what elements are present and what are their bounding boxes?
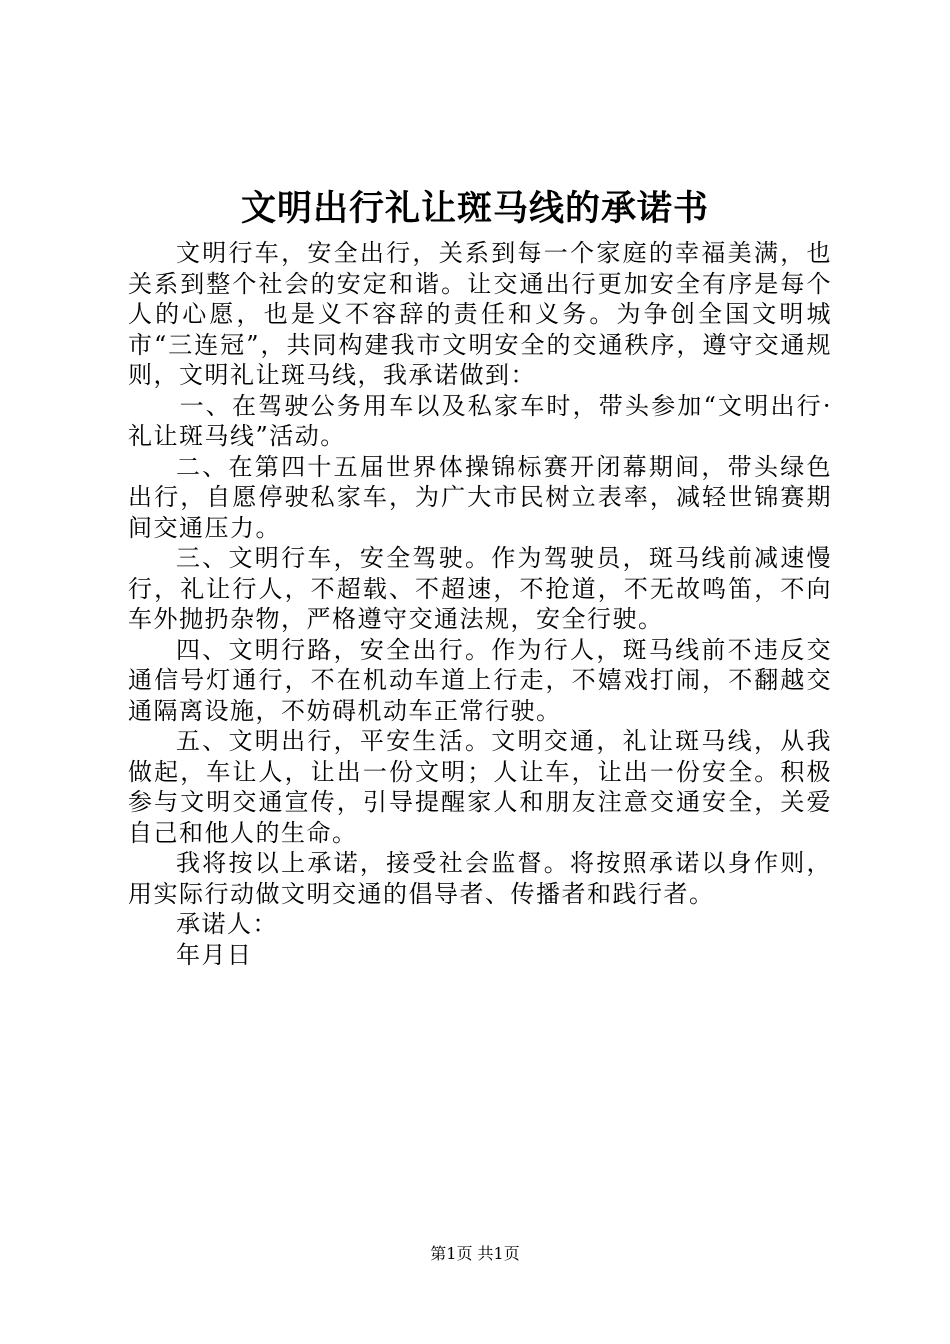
commitment-item-1: 一、在驾驶公务用车以及私家车时，带头参加“文明出行·礼让斑马线”活动。: [128, 391, 832, 450]
commitment-item-3: 三、文明行车，安全驾驶。作为驾驶员，斑马线前减速慢行，礼让行人，不超载、不超速，不抢道，不无故鸣笛，不向车外抛扔杂物，严格遵守交通法规，安全行驶。: [128, 544, 832, 633]
signer-label: 承诺人：: [176, 910, 278, 938]
page-footer: 第1页 共1页: [430, 1244, 520, 1263]
commitment-item-4: 四、文明行路，安全出行。作为行人，斑马线前不违反交通信号灯通行，不在机动车道上行走，不嬉戏打闹，不翻越交通隔离设施，不妨碍机动车正常行驶。: [128, 635, 832, 725]
commitment-item-2: 二、在第四十五届世界体操锦标赛开闭幕期间，带头绿色出行，自愿停驶私家车，为广大市民树立表率，减轻世锦赛期间交通压力。: [128, 452, 832, 542]
date-label: 年月日: [176, 940, 253, 969]
document-title: 文明出行礼让斑马线的承诺书: [240, 188, 709, 229]
closing-paragraph: 我将按以上承诺，接受社会监督。将按照承诺以身作则，用实际行动做文明交通的倡导者、传播者和践行者。: [128, 849, 832, 908]
document-body: [128, 238, 832, 970]
intro-paragraph: 文明行车，安全出行，关系到每一个家庭的幸福美满，也关系到整个社会的安定和谐。让交通出行更加安全有序是每个人的心愿，也是义不容辞的责任和义务。为争创全国文明城市“三连冠”，共同构建我市文明安全的交通秩序，遵守交通规则，文明礼让斑马线，我承诺做到：: [128, 239, 832, 389]
commitment-item-5: 五、文明出行，平安生活。文明交通，礼让斑马线，从我做起，车让人，让出一份文明；人让车，让出一份安全。积极参与文明交通宣传，引导提醒家人和朋友注意交通安全，关爱自己和他人的生命。: [128, 727, 832, 847]
